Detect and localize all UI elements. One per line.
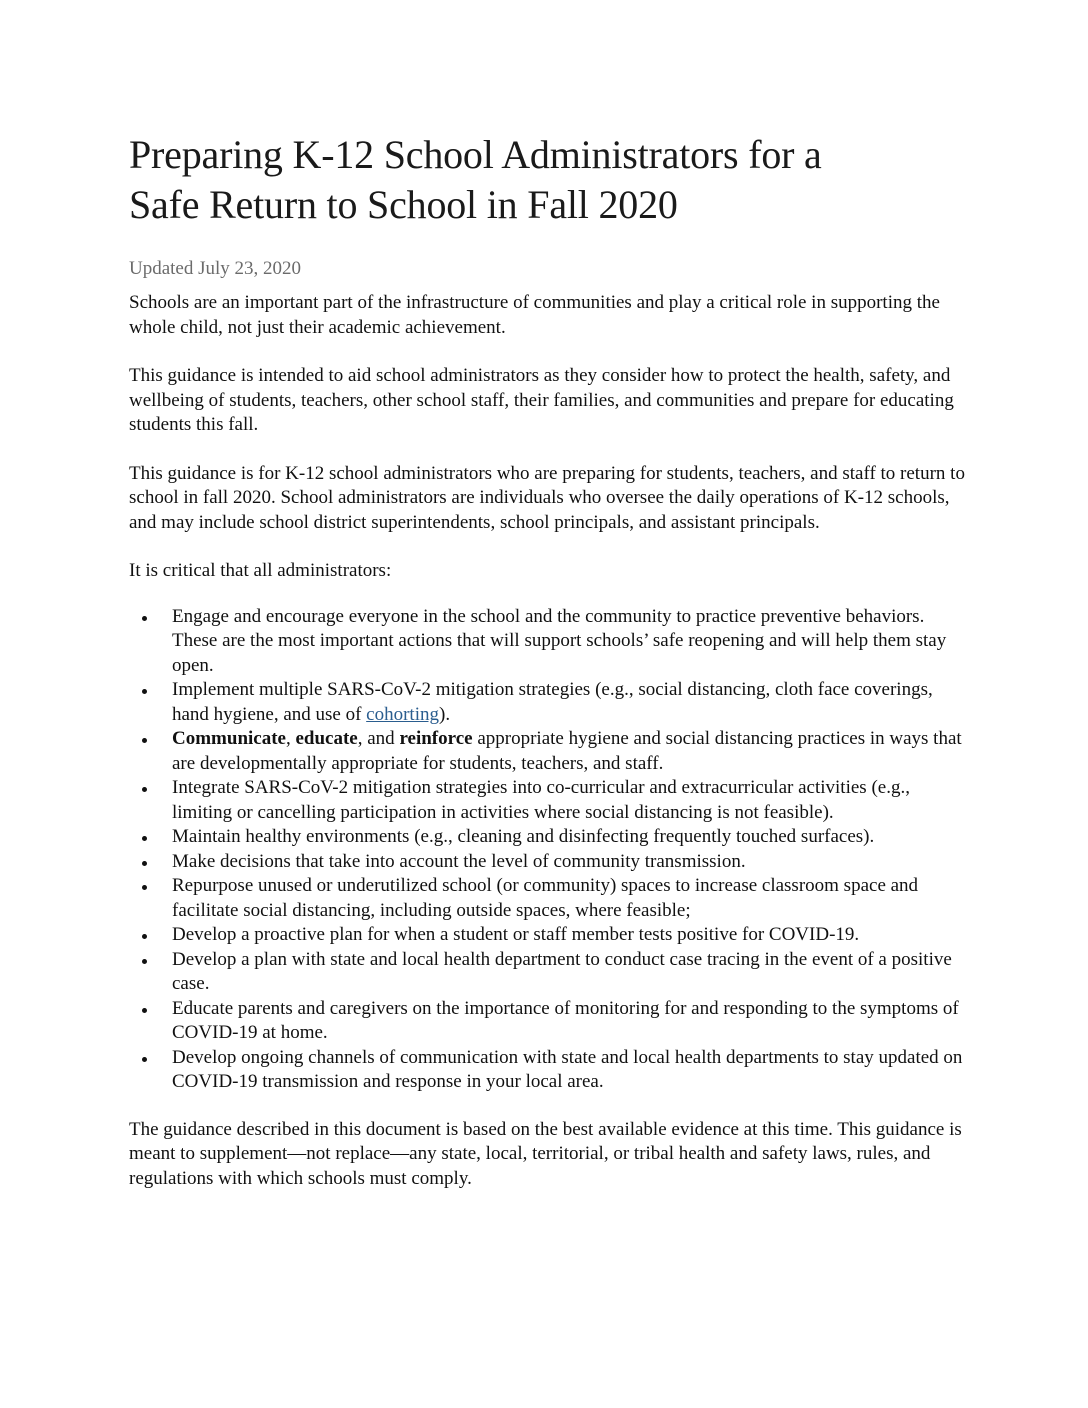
list-item-text-end: ). — [439, 703, 451, 725]
bullet-icon — [142, 885, 147, 890]
list-item — [129, 874, 974, 923]
list-item — [129, 727, 974, 776]
list-item — [129, 923, 974, 948]
list-item — [129, 605, 974, 679]
emphasis-communicate: Communicate — [172, 728, 286, 749]
separator-text: , — [285, 728, 296, 749]
intro-paragraph-1: Schools are an important part of the infrastructure of communities and play a critical role in supporting the whole child, not just their academic achievement. — [129, 292, 940, 338]
document-page — [129, 130, 974, 1215]
administrator-actions-list — [129, 605, 974, 1095]
list-item — [129, 997, 974, 1046]
bullet-icon — [142, 861, 147, 866]
updated-date: Updated July 23, 2020 — [129, 258, 302, 279]
cohorting-link[interactable]: cohorting — [366, 703, 439, 725]
list-item-text: Integrate SARS-CoV-2 mitigation strategies into co-curricular and extracurricular activities (e.g., limiting or cancelling participation in activities where social distancing is not feasible). — [172, 777, 910, 823]
bullet-icon — [142, 616, 147, 621]
bullet-icon — [142, 1057, 147, 1062]
list-item-text: Educate parents and caregivers on the importance of monitoring for and responding to the symptoms of COVID-19 at home. — [172, 997, 959, 1043]
list-intro: It is critical that all administrators: — [129, 560, 392, 581]
list-item-text: Maintain healthy environments (e.g., cleaning and disinfecting frequently touched surfaces). — [172, 826, 875, 847]
intro-paragraph-3: This guidance is for K-12 school administrators who are preparing for students, teachers, and staff to return to school in fall 2020. School administrators are individuals who oversee the daily operations of K-12 schools, and may include school district superintendents, school principals, and assistant principals. — [129, 462, 965, 533]
list-item — [129, 678, 974, 727]
list-item-text: Develop a proactive plan for when a student or staff member tests positive for COVID-19. — [172, 924, 860, 945]
list-item-text: Implement multiple SARS-CoV-2 mitigation strategies (e.g., social distancing, cloth face coverings, hand hygiene, and use of — [172, 679, 933, 725]
intro-paragraph-2: This guidance is intended to aid school administrators as they consider how to protect the health, safety, and wellbeing of students, teachers, other school staff, their families, and communities and prepare for educating students this fall. — [129, 365, 954, 435]
list-item-text: Develop a plan with state and local health department to conduct case tracing in the event of a positive case. — [172, 948, 952, 994]
list-item — [129, 825, 974, 850]
list-item-text: appropriate hygiene and social distancing practices in ways that are developmentally appropriate for students, teachers, and staff. — [172, 728, 962, 774]
page-title — [129, 130, 974, 230]
separator-text: , and — [357, 728, 400, 749]
list-item-text: Engage and encourage everyone in the school and the community to practice preventive behaviors. These are the most important actions that will support schools’ safe reopening and will help them stay open. — [172, 605, 947, 676]
list-item-text: Repurpose unused or underutilized school (or community) spaces to increase classroom space and facilitate social distancing, including outside spaces, where feasible; — [172, 875, 919, 921]
emphasis-educate: educate — [295, 728, 358, 749]
bullet-icon — [142, 738, 147, 743]
list-item — [129, 948, 974, 997]
list-item — [129, 850, 974, 875]
list-item — [129, 776, 974, 825]
bullet-icon — [142, 1008, 147, 1013]
bullet-icon — [142, 787, 147, 792]
title-line-1: Preparing K-12 School Administrators for a — [129, 132, 822, 177]
bullet-icon — [142, 689, 147, 694]
list-item — [129, 1046, 974, 1095]
list-item-text: Make decisions that take into account the level of community transmission. — [172, 850, 746, 872]
bullet-icon — [142, 959, 147, 964]
bullet-icon — [142, 934, 147, 939]
title-line-2: Safe Return to School in Fall 2020 — [129, 182, 678, 227]
closing-paragraph: The guidance described in this document is based on the best available evidence at this time. This guidance is meant to supplement—not replace—any state, local, territorial, or tribal health and safety laws, rules, and regulations with which schools must comply. — [129, 1118, 962, 1189]
list-item-text: Develop ongoing channels of communication with state and local health departments to stay updated on COVID-19 transmission and response in your local area. — [172, 1046, 963, 1092]
emphasis-reinforce: reinforce — [399, 728, 473, 749]
bullet-icon — [142, 836, 147, 841]
